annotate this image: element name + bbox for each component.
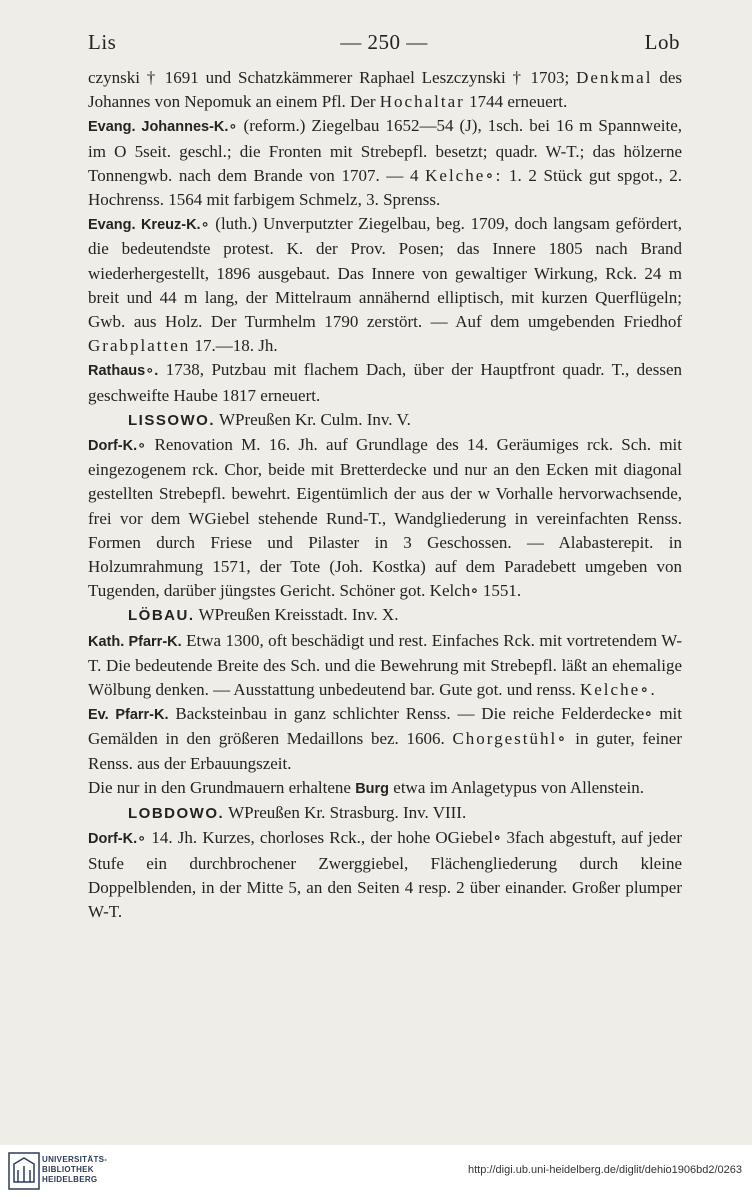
paragraph: Die nur in den Grundmauern erhaltene Burg etwa im Anlagetypus von Allenstein. [88, 777, 644, 797]
paragraph: Evang. Johannes-K.∘ (reform.) Ziegelbau 1652—54 (J), 1sch. bei 16 m Spannweite, im O 5seit. geschl.; die Fronten mit Strebepfl. besetzt; quadr. W-T.; das hölzerne Tonnengwb. nach dem Brande von 1707. — 4 Kelche∘: 1. 2 Stück gut spgot., 2. Hochrenss. 1564 mit farbigem Schmelz, 3. Sprenss. [88, 116, 682, 210]
entry-heading: Kath. Pfarr-K. [88, 633, 182, 650]
university-library-logo [8, 1152, 40, 1190]
paragraph: czynski † 1691 und Schatzkämmerer Raphael Leszczynski † 1703; Denkmal des Johannes von Nepomuk an einem Pfl. Der Hochaltar 1744 erneuert. [88, 68, 682, 112]
entry-heading: Evang. Johannes-K.∘ [88, 119, 238, 136]
place-heading: LÖBAU. [128, 607, 195, 625]
running-head [88, 30, 680, 58]
paragraph: Dorf-K.∘ 14. Jh. Kurzes, chorloses Rck., der hohe OGiebel∘ 3fach abgestuft, auf jeder Stufe ein durchbrochener Zwerggiebel, Flächengliederung durch kleine Doppelblenden, in der Mitte 5, an den Seiten 4 resp. 2 über einander. Großer plumper W-T. [88, 828, 682, 921]
footer-bar [0, 1145, 752, 1197]
place-heading: LOBDOWO. [128, 805, 225, 823]
place-heading-line: LÖBAU. WPreußen Kreisstadt. Inv. X. [128, 605, 399, 625]
entry-heading: Dorf-K.∘ [88, 438, 147, 455]
place-heading: LISSOWO. [128, 411, 215, 429]
paragraph: Rathaus∘. 1738, Putzbau mit flachem Dach, über der Hauptfront quadr. T., dessen geschweifte Haube 1817 erneuert. [88, 360, 682, 405]
entry-heading: Evang. Kreuz-K.∘ [88, 217, 210, 234]
place-heading-line: LOBDOWO. WPreußen Kr. Strasburg. Inv. VIII. [128, 803, 467, 823]
paragraph: Evang. Kreuz-K.∘ (luth.) Unverputzter Ziegelbau, beg. 1709, doch langsam gefördert, die bedeutendste protest. K. der Prov. Posen; das Innere 1805 nach Brand wiederhergestellt, 1896 ausgebaut. Das Innere von gewaltiger Wirkung, Rck. 24 m breit und 44 m lang, der Mittelraum annähernd elliptisch, mit kurzen Querflügeln; Gwb. aus Holz. Der Turmhelm 1790 zerstört. — Auf dem umgebenden Friedhof Grabplatten 17.—18. Jh. [88, 214, 682, 356]
body-text [88, 66, 682, 924]
entry-heading: Dorf-K.∘ [88, 831, 147, 848]
entry-heading: Rathaus∘. [88, 363, 159, 380]
entry-heading: Ev. Pfarr-K. [88, 707, 169, 724]
running-head-right: Lob [644, 30, 680, 54]
paragraph: Dorf-K.∘ Renovation M. 16. Jh. auf Grundlage des 14. Geräumiges rck. Sch. mit eingezogenem rck. Chor, beide mit Bretterdecke und nur an den Ecken mit diagonal gestellten Strebepfl. bewehrt. Eigentümlich der aus der w Vorhalle hervorwachsende, frei vor dem WGiebel stehende Rund-T., Wandgliederung in vereinfachten Renss. Formen durch Friese und Pilaster in 3 Geschossen. — Alabasterepit. in Holzumrahmung 1571, der Tote (Joh. Kostka) auf dem Paradebett umgeben von Tugenden, darüber jüngstes Gericht. Schöner got. Kelch∘ 1551. [88, 435, 682, 601]
paragraph: Ev. Pfarr-K. Backsteinbau in ganz schlichter Renss. — Die reiche Felderdecke∘ mit Gemälden in den größeren Medaillons bez. 1606. Chorgestühl∘ in guter, feiner Renss. aus der Erbauungszeit. [88, 704, 682, 773]
permalink[interactable]: http://digi.ub.uni-heidelberg.de/diglit/dehio1906bd2/0263 [468, 1164, 742, 1176]
library-name: UNIVERSITÄTS- BIBLIOTHEK HEIDELBERG [42, 1155, 108, 1184]
page-number: — 250 — [340, 30, 428, 54]
place-heading-line: LISSOWO. WPreußen Kr. Culm. Inv. V. [128, 409, 411, 429]
paragraph: Kath. Pfarr-K. Etwa 1300, oft beschädigt und rest. Einfaches Rck. mit vortretendem W-T. Die bedeutende Breite des Sch. und die Bewehrung mit Strebepfl. läßt an ehemalige Wölbung denken. — Ausstattung unbedeutend bar. Gute got. und renss. Kelche∘. [88, 630, 682, 700]
running-head-left: Lis [88, 30, 117, 54]
